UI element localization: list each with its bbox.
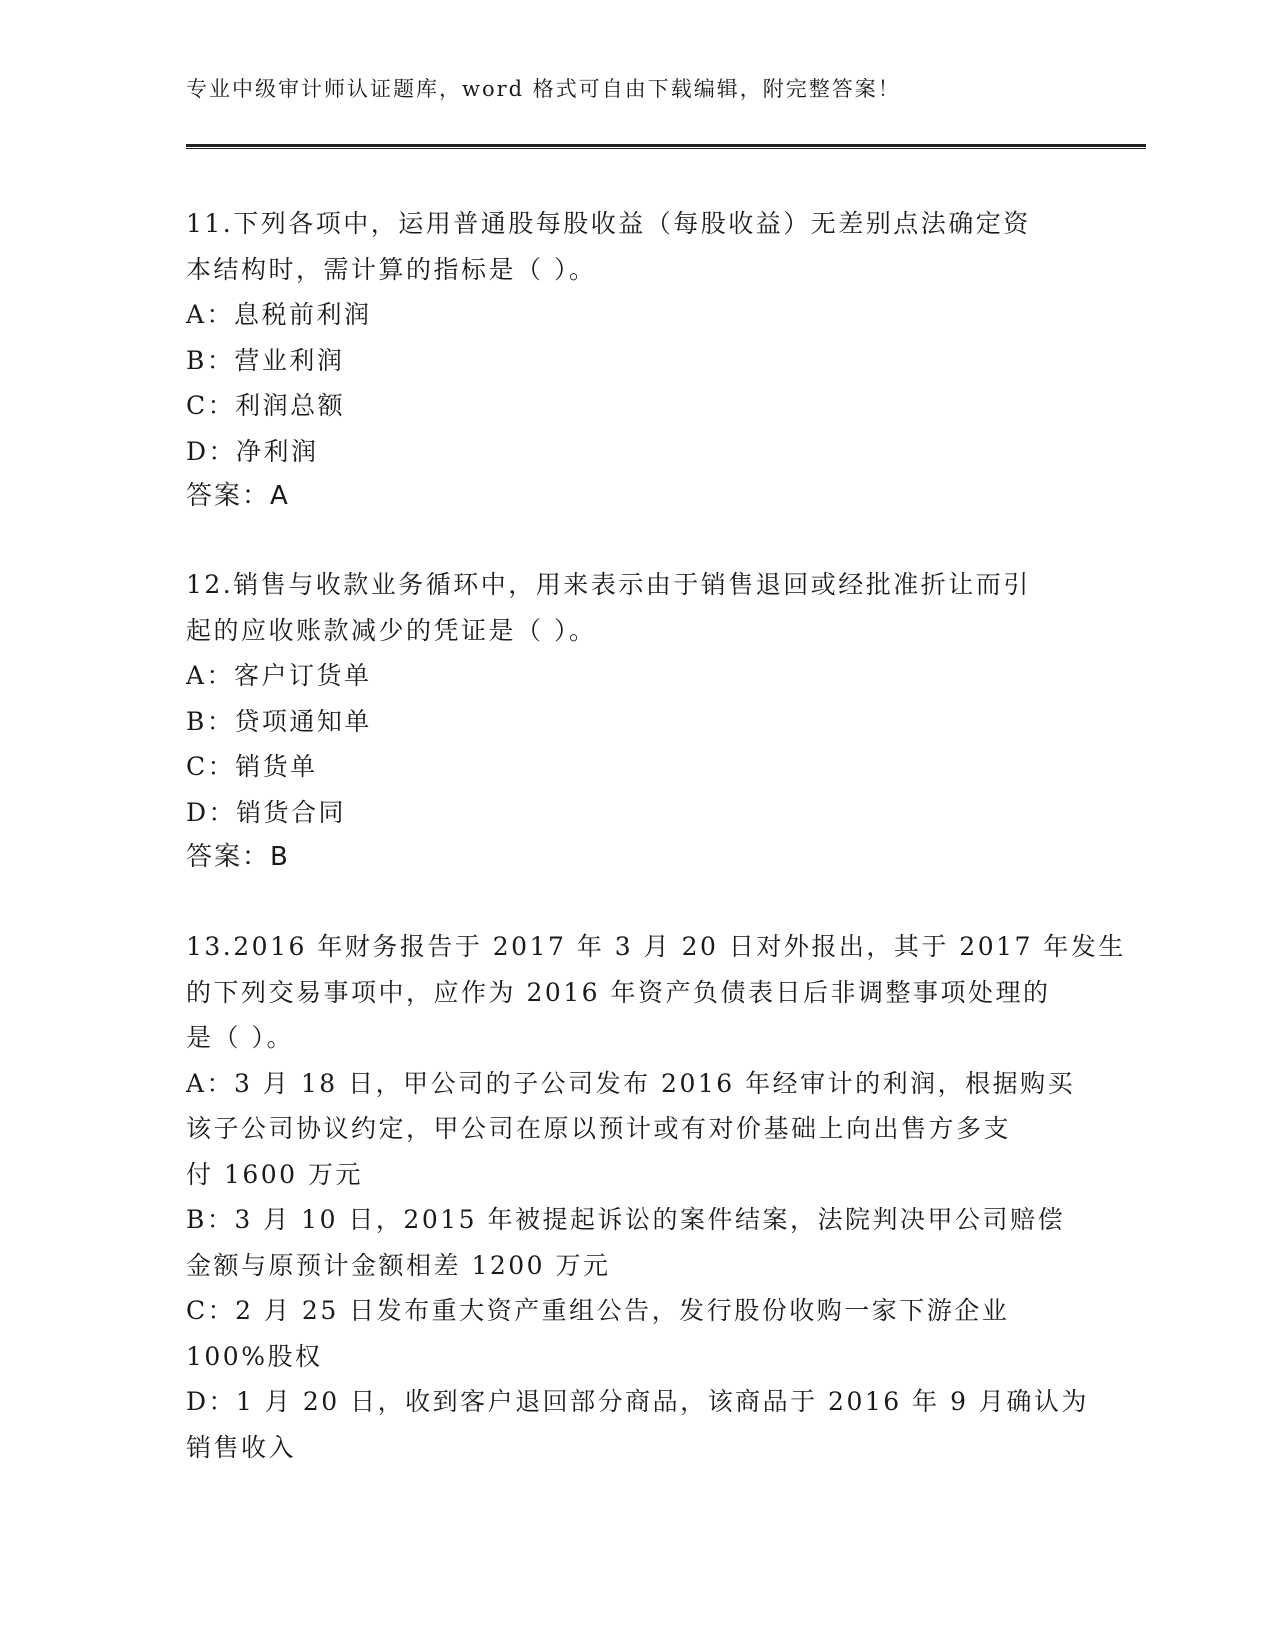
option-a-continued: 付 1600 万元 xyxy=(186,1159,364,1189)
option-d: D：1 月 20 日，收到客户退回部分商品，该商品于 2016 年 9 月确认为 xyxy=(186,1387,1089,1416)
option-b: B：贷项通知单 xyxy=(186,706,372,736)
question-stem-line: 本结构时，需计算的指标是（ ）。 xyxy=(186,254,597,284)
option-c: C：2 月 25 日发布重大资产重组公告，发行股份收购一家下游企业 xyxy=(186,1296,1010,1325)
question-stem-line: 起的应收账款减少的凭证是（ ）。 xyxy=(186,615,597,645)
question-stem-line: 11.下列各项中，运用普通股每股收益（每股收益）无差别点法确定资 xyxy=(186,209,1031,238)
option-b-continued: 金额与原预计金额相差 1200 万元 xyxy=(186,1250,611,1280)
option-d: D：销货合同 xyxy=(186,797,347,827)
option-c: C：销货单 xyxy=(186,752,318,781)
question-11 xyxy=(186,201,1066,520)
option-d-continued: 销售收入 xyxy=(186,1432,297,1462)
question-stem-line: 的下列交易事项中，应作为 2016 年资产负债表日后非调整事项处理的 xyxy=(186,977,1051,1007)
question-stem-line: 是（ ）。 xyxy=(186,1023,294,1052)
option-c: C：利润总额 xyxy=(186,391,346,420)
question-stem-line: 12.销售与收款业务循环中，用来表示由于销售退回或经批准折让而引 xyxy=(186,570,1031,599)
option-d: D：净利润 xyxy=(186,436,319,466)
question-13 xyxy=(186,924,1126,1470)
option-a: A：客户订货单 xyxy=(186,661,372,690)
option-b: B：营业利润 xyxy=(186,345,345,375)
option-b: B：3 月 10 日，2015 年被提起诉讼的案件结案，法院判决甲公司赔偿 xyxy=(186,1205,1066,1234)
answer-line: 答案：B xyxy=(186,842,290,872)
answer-line: 答案：A xyxy=(186,481,290,511)
option-c-continued: 100%股权 xyxy=(186,1341,323,1371)
header-divider xyxy=(186,144,1146,149)
option-a-continued: 该子公司协议约定，甲公司在原以预计或有对价基础上向出售方多支 xyxy=(186,1114,1012,1143)
question-12 xyxy=(186,562,1066,881)
option-a: A：3 月 18 日，甲公司的子公司发布 2016 年经审计的利润，根据购买 xyxy=(186,1068,1076,1098)
question-stem-line: 13.2016 年财务报告于 2017 年 3 月 20 日对外报出，其于 2017 年发生 xyxy=(186,932,1126,961)
option-a: A：息税前利润 xyxy=(186,300,372,329)
page-header: 专业中级审计师认证题库，word 格式可自由下载编辑，附完整答案！ xyxy=(186,77,901,101)
